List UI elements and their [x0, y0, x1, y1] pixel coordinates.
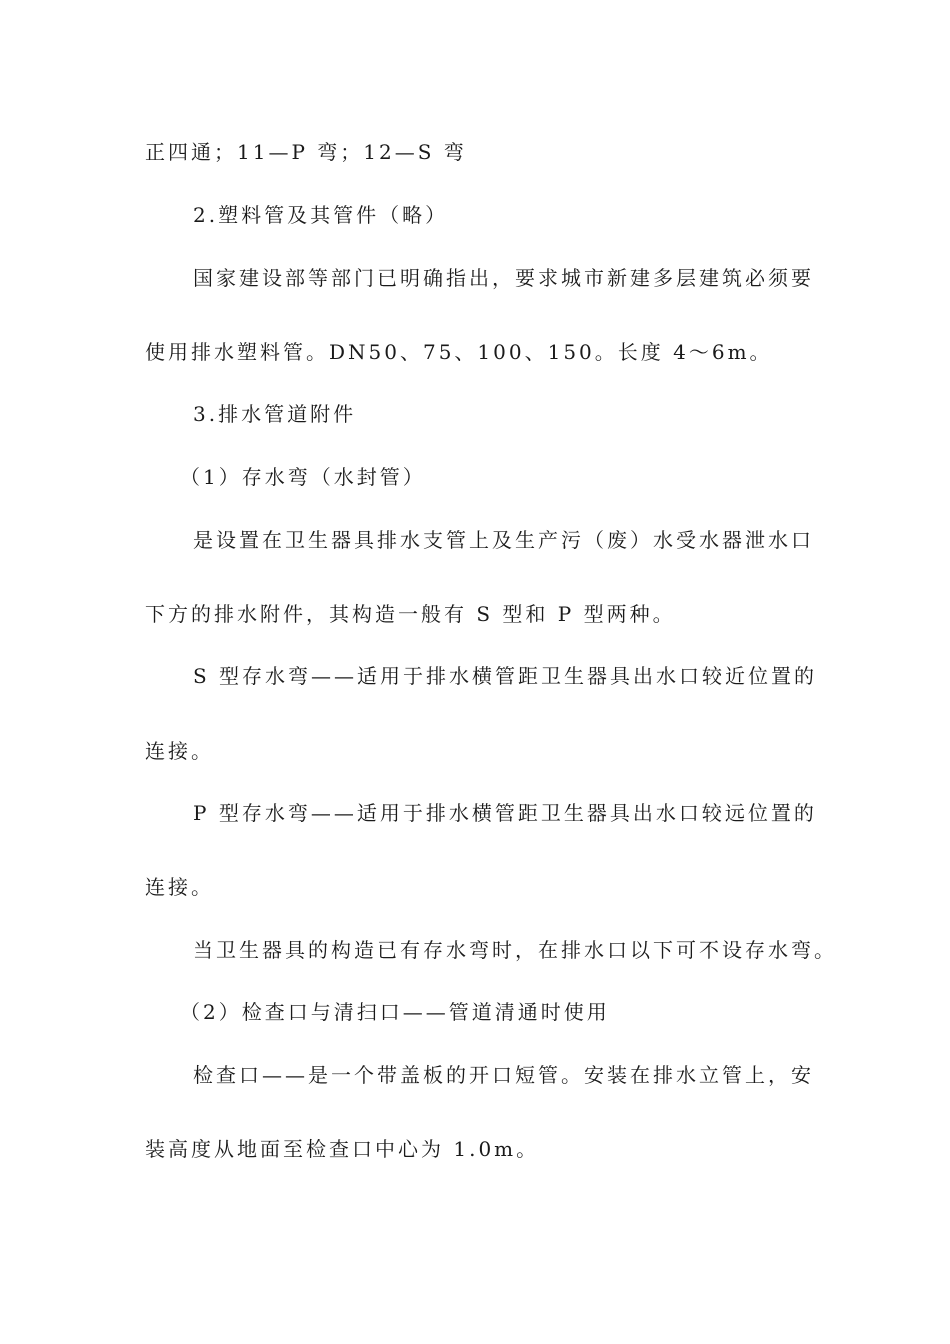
subheading-trap: （1）存水弯（水封管）: [180, 465, 426, 489]
paragraph-s-trap-line2: 连接。: [145, 739, 214, 763]
paragraph-trap-line1: 是设置在卫生器具排水支管上及生产污（废）水受水器泄水口: [193, 528, 814, 552]
subheading-inspection-cleanout: （2）检查口与清扫口——管道清通时使用: [180, 1000, 610, 1024]
paragraph-plastic-pipes-line2: 使用排水塑料管。DN50、75、100、150。长度 4～6m。: [145, 340, 773, 364]
heading-drainage-accessories: 3.排水管道附件: [193, 402, 357, 426]
paragraph-trap-line2: 下方的排水附件，其构造一般有 S 型和 P 型两种。: [145, 602, 676, 626]
paragraph-p-trap-line1: P 型存水弯——适用于排水横管距卫生器具出水口较远位置的: [193, 801, 817, 825]
text-line-cross-fittings: 正四通；11—P 弯；12—S 弯: [145, 140, 467, 164]
paragraph-s-trap-line1: S 型存水弯——适用于排水横管距卫生器具出水口较近位置的: [193, 664, 818, 688]
paragraph-inspection-line2: 装高度从地面至检查口中心为 1.0m。: [145, 1137, 540, 1161]
paragraph-inspection-line1: 检查口——是一个带盖板的开口短管。安装在排水立管上，安: [193, 1063, 814, 1087]
heading-plastic-pipes: 2.塑料管及其管件（略）: [193, 203, 449, 227]
paragraph-built-in-trap: 当卫生器具的构造已有存水弯时，在排水口以下可不设存水弯。: [193, 938, 837, 962]
paragraph-p-trap-line2: 连接。: [145, 875, 214, 899]
paragraph-plastic-pipes-line1: 国家建设部等部门已明确指出，要求城市新建多层建筑必须要: [193, 266, 814, 290]
